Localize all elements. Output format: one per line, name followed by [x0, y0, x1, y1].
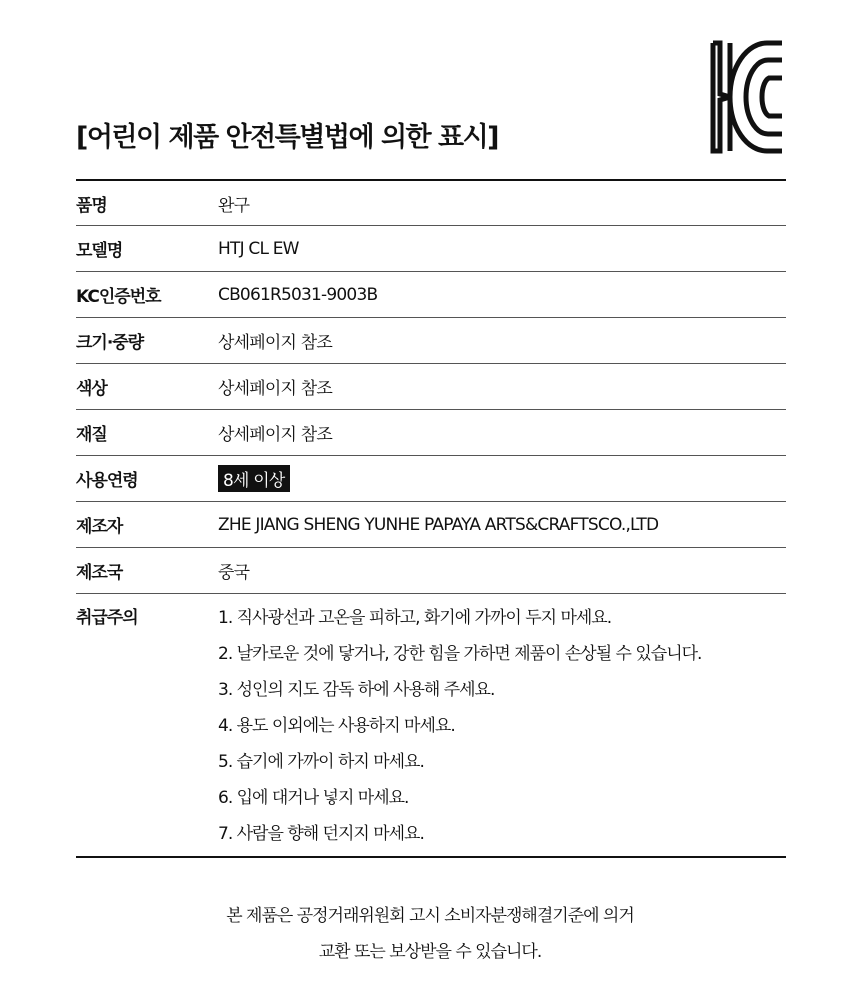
caution-list — [218, 606, 701, 846]
row-size-weight — [76, 318, 786, 364]
row-value: 완구 — [218, 195, 250, 216]
row-color — [76, 364, 786, 410]
row-value: CB061R5031-9003B — [218, 284, 378, 305]
row-label: 재질 — [76, 425, 107, 445]
row-label: 색상 — [76, 379, 107, 399]
row-label: 제조국 — [76, 563, 123, 583]
row-value: 상세페이지 참조 — [218, 379, 332, 399]
row-cautions — [76, 594, 786, 856]
caution-item: 1. 직사광선과 고온을 피하고, 화기에 가까이 두지 마세요. — [218, 608, 612, 628]
footer-notice — [0, 898, 860, 970]
row-value: 상세페이지 참조 — [218, 425, 332, 445]
row-model-name — [76, 226, 786, 272]
page-title: [어린이 제품 안전특별법에 의한 표시] — [76, 122, 499, 153]
footer-line: 교환 또는 보상받을 수 있습니다. — [318, 942, 542, 962]
footer-line: 본 제품은 공정거래위원회 고시 소비자분쟁해결기준에 의거 — [226, 906, 634, 926]
row-manufacturer — [76, 502, 786, 548]
caution-item: 4. 용도 이외에는 사용하지 마세요. — [218, 716, 455, 736]
caution-item: 6. 입에 대거나 넣지 마세요. — [218, 788, 409, 808]
row-label: KC인증번호 — [76, 287, 161, 307]
row-kc-number — [76, 272, 786, 318]
row-label: 사용연령 — [76, 471, 138, 491]
row-label: 취급주의 — [76, 608, 138, 628]
row-value: 상세페이지 참조 — [218, 333, 332, 353]
row-value: 중국 — [218, 563, 250, 583]
row-age — [76, 456, 786, 502]
row-value: HTJ CL EW — [218, 238, 299, 259]
caution-item: 5. 습기에 가까이 하지 마세요. — [218, 752, 424, 772]
row-label: 제조자 — [76, 517, 123, 537]
product-info-table — [76, 179, 786, 858]
caution-item: 7. 사람을 향해 던지지 마세요. — [218, 824, 424, 844]
row-value: ZHE JIANG SHENG YUNHE PAPAYA ARTS&CRAFTSCO.,LTD — [218, 514, 659, 535]
row-product-name — [76, 181, 786, 226]
row-material — [76, 410, 786, 456]
row-label: 품명 — [76, 195, 107, 216]
caution-item: 3. 성인의 지도 감독 하에 사용해 주세요. — [218, 680, 495, 700]
row-country — [76, 548, 786, 594]
age-highlight-badge: 8세 이상 — [218, 465, 290, 492]
kc-certification-logo — [710, 40, 784, 154]
row-label: 크기·중량 — [76, 333, 144, 353]
caution-item: 2. 날카로운 것에 닿거나, 강한 힘을 가하면 제품이 손상될 수 있습니다. — [218, 644, 702, 664]
row-label: 모델명 — [76, 241, 123, 261]
